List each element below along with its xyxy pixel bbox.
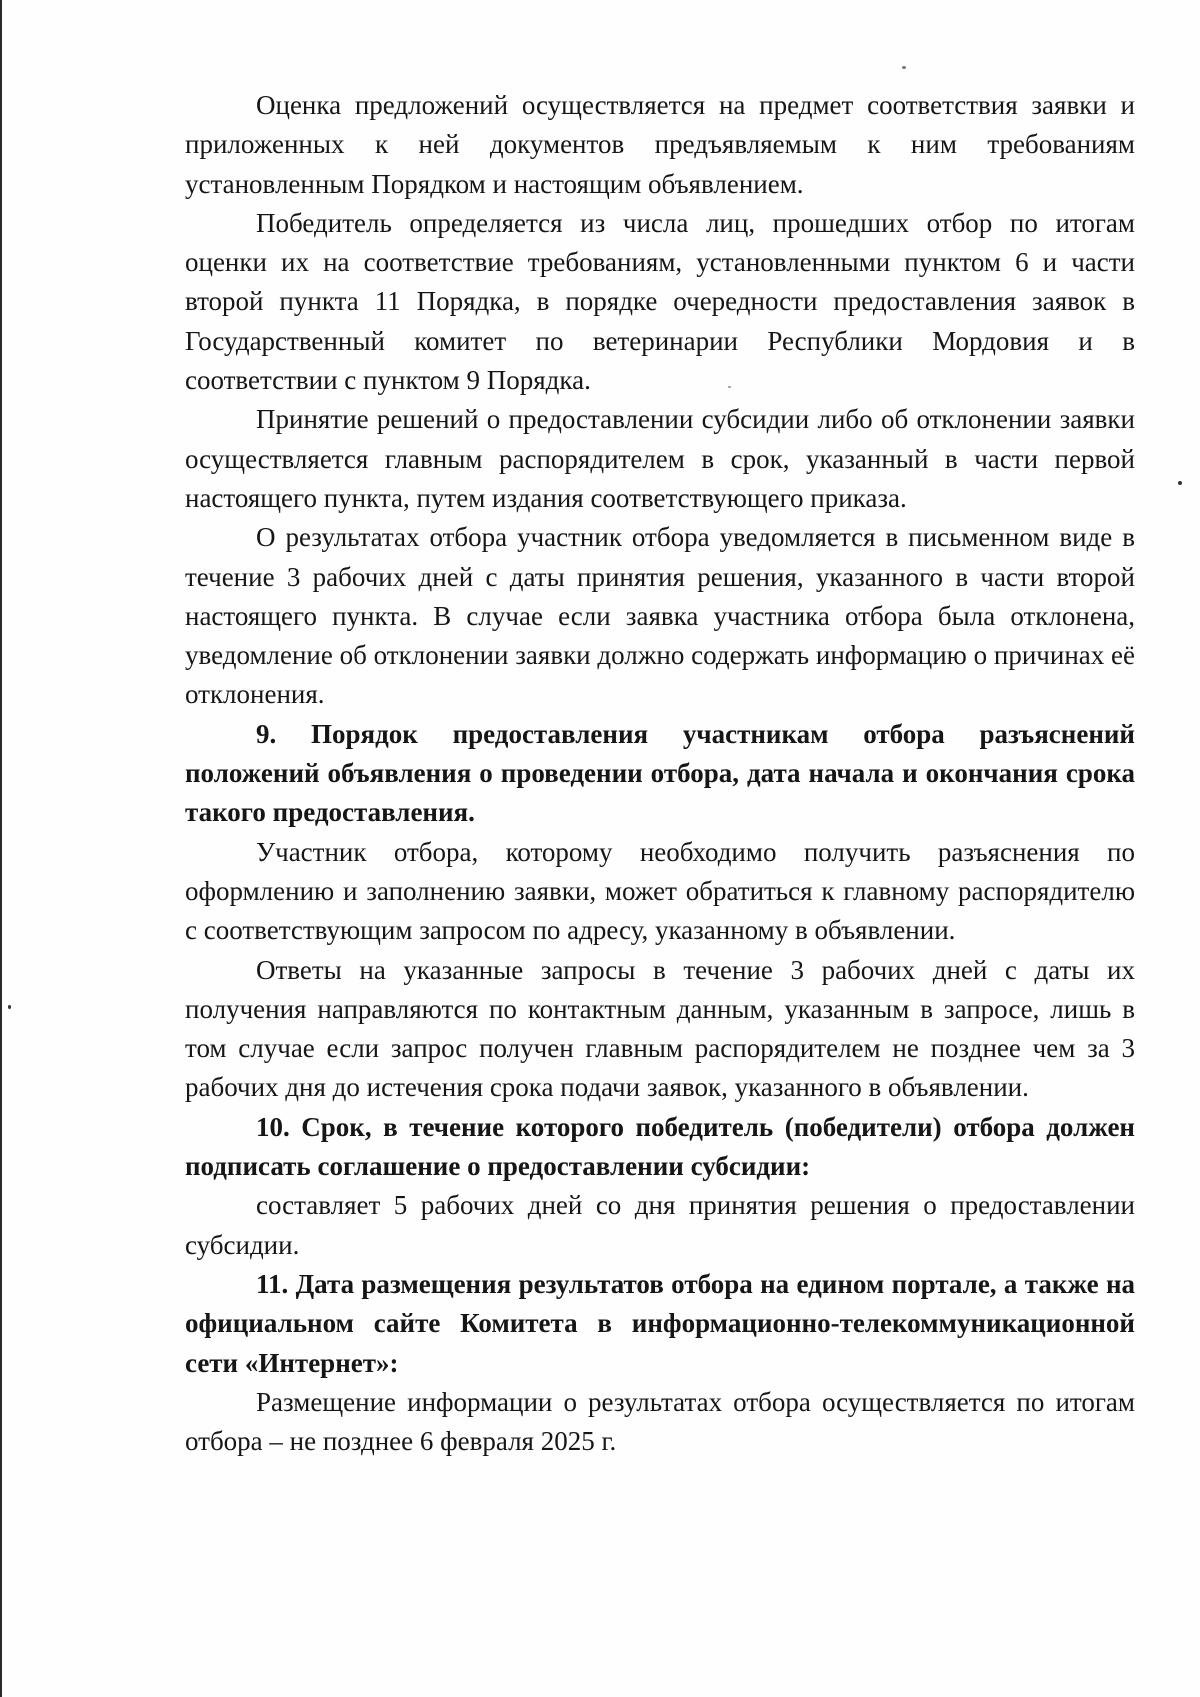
scan-speck xyxy=(728,386,731,388)
section-11-heading: 11. Дата размещения результатов отбора на едином портале, а также на официальном сайте Комитета в информационно-телекоммуникационной сети «Интернет»: xyxy=(185,1268,1135,1378)
paragraph-signing-term: составляет 5 рабочих дней со дня принятия решения о предоставлении субсидии. xyxy=(185,1190,1135,1260)
paragraph-decision: Принятие решений о предоставлении субсидии либо об отклонении заявки осуществляется главным распорядителем в срок, указанный в части первой настоящего пункта, путем издания соответствующего приказа. xyxy=(185,404,1135,513)
document-body xyxy=(185,86,1135,1461)
paragraph-winner: Победитель определяется из числа лиц, прошедших отбор по итогам оценки их на соответствие требованиям, установленными пунктом 6 и части второй пункта 11 Порядка, в порядке очередности предоставления заявок в Государственный комитет по ветеринарии Республики Мордовия и в соответствии с пунктом 9 Порядка. xyxy=(185,207,1135,396)
section-10-heading: 10. Срок, в течение которого победитель (победители) отбора должен подписать соглашение о предоставлении субсидии: xyxy=(185,1111,1135,1182)
scan-speck xyxy=(8,1005,11,1009)
paragraph-publication-date: Размещение информации о результатах отбора осуществляется по итогам отбора – не позднее 6 февраля 2025 г. xyxy=(185,1386,1135,1457)
scan-speck xyxy=(1178,481,1182,485)
paragraph-notification: О результатах отбора участник отбора уведомляется в письменном виде в течение 3 рабочих дней с даты принятия решения, указанного в части второй настоящего пункта. В случае если заявка участника отбора была отклонена, уведомление об отклонении заявки должно содержать информацию о причинах её отклонения. xyxy=(185,522,1135,710)
paragraph-clarification-request: Участник отбора, которому необходимо получить разъяснения по оформлению и заполнению заявки, может обратиться к главному распорядителю с соответствующим запросом по адресу, указанному в объявлении. xyxy=(185,836,1135,946)
section-9-heading: 9. Порядок предоставления участникам отбора разъяснений положений объявления о проведении отбора, дата начала и окончания срока такого предоставления. xyxy=(185,718,1135,828)
paragraph-evaluation: Оценка предложений осуществляется на предмет соответствия заявки и приложенных к ней документов предъявляемым к ним требованиям установленным Порядком и настоящим объявлением. xyxy=(185,90,1135,199)
paragraph-clarification-answers: Ответы на указанные запросы в течение 3 рабочих дней с даты их получения направляются по контактным данным, указанным в запросе, лишь в том случае если запрос получен главным распорядителем не позднее чем за 3 рабочих дня до истечения срока подачи заявок, указанного в объявлении. xyxy=(185,954,1135,1103)
scan-speck xyxy=(902,66,906,69)
